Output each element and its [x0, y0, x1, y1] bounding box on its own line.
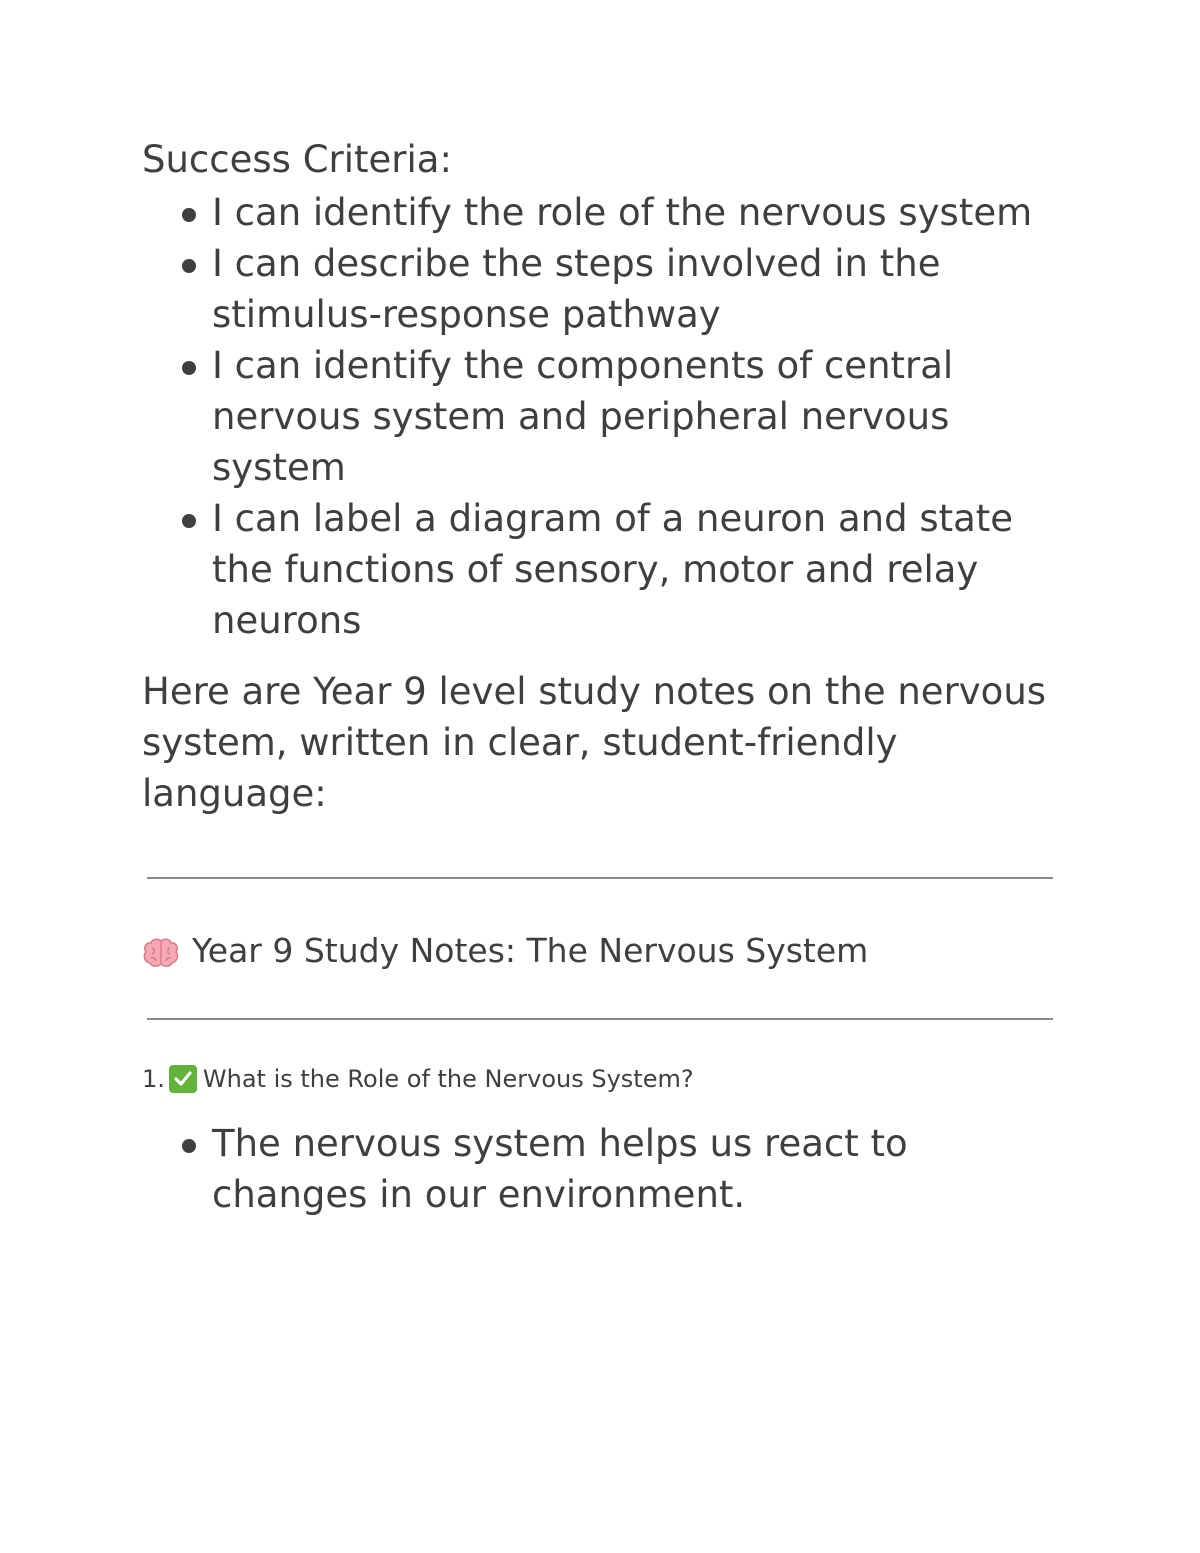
success-criteria-list [142, 187, 1057, 646]
document-page [142, 135, 1057, 1220]
notes-title-text: Year 9 Study Notes: The Nervous System [192, 931, 869, 970]
notes-title [142, 929, 1057, 973]
section-1-heading [142, 1062, 1057, 1096]
section-title: What is the Role of the Nervous System? [202, 1065, 694, 1093]
success-criteria-heading: Success Criteria: [142, 138, 452, 181]
section-1-list [142, 1118, 1057, 1220]
check-mark-icon [169, 1065, 197, 1093]
section-number: 1. [142, 1065, 165, 1093]
list-item: I can describe the steps involved in the stimulus-response pathway [212, 238, 1057, 340]
list-item: I can identify the role of the nervous system [212, 187, 1057, 238]
list-item: I can identify the components of central nervous system and peripheral nervous system [212, 340, 1057, 493]
intro-paragraph: Here are Year 9 level study notes on the nervous system, written in clear, student-friendly language: [142, 670, 1047, 815]
divider [147, 877, 1053, 879]
divider [147, 1018, 1053, 1020]
brain-icon [142, 935, 180, 967]
list-item: The nervous system helps us react to changes in our environment. [212, 1118, 1057, 1220]
list-item: I can label a diagram of a neuron and state the functions of sensory, motor and relay neurons [212, 493, 1057, 646]
